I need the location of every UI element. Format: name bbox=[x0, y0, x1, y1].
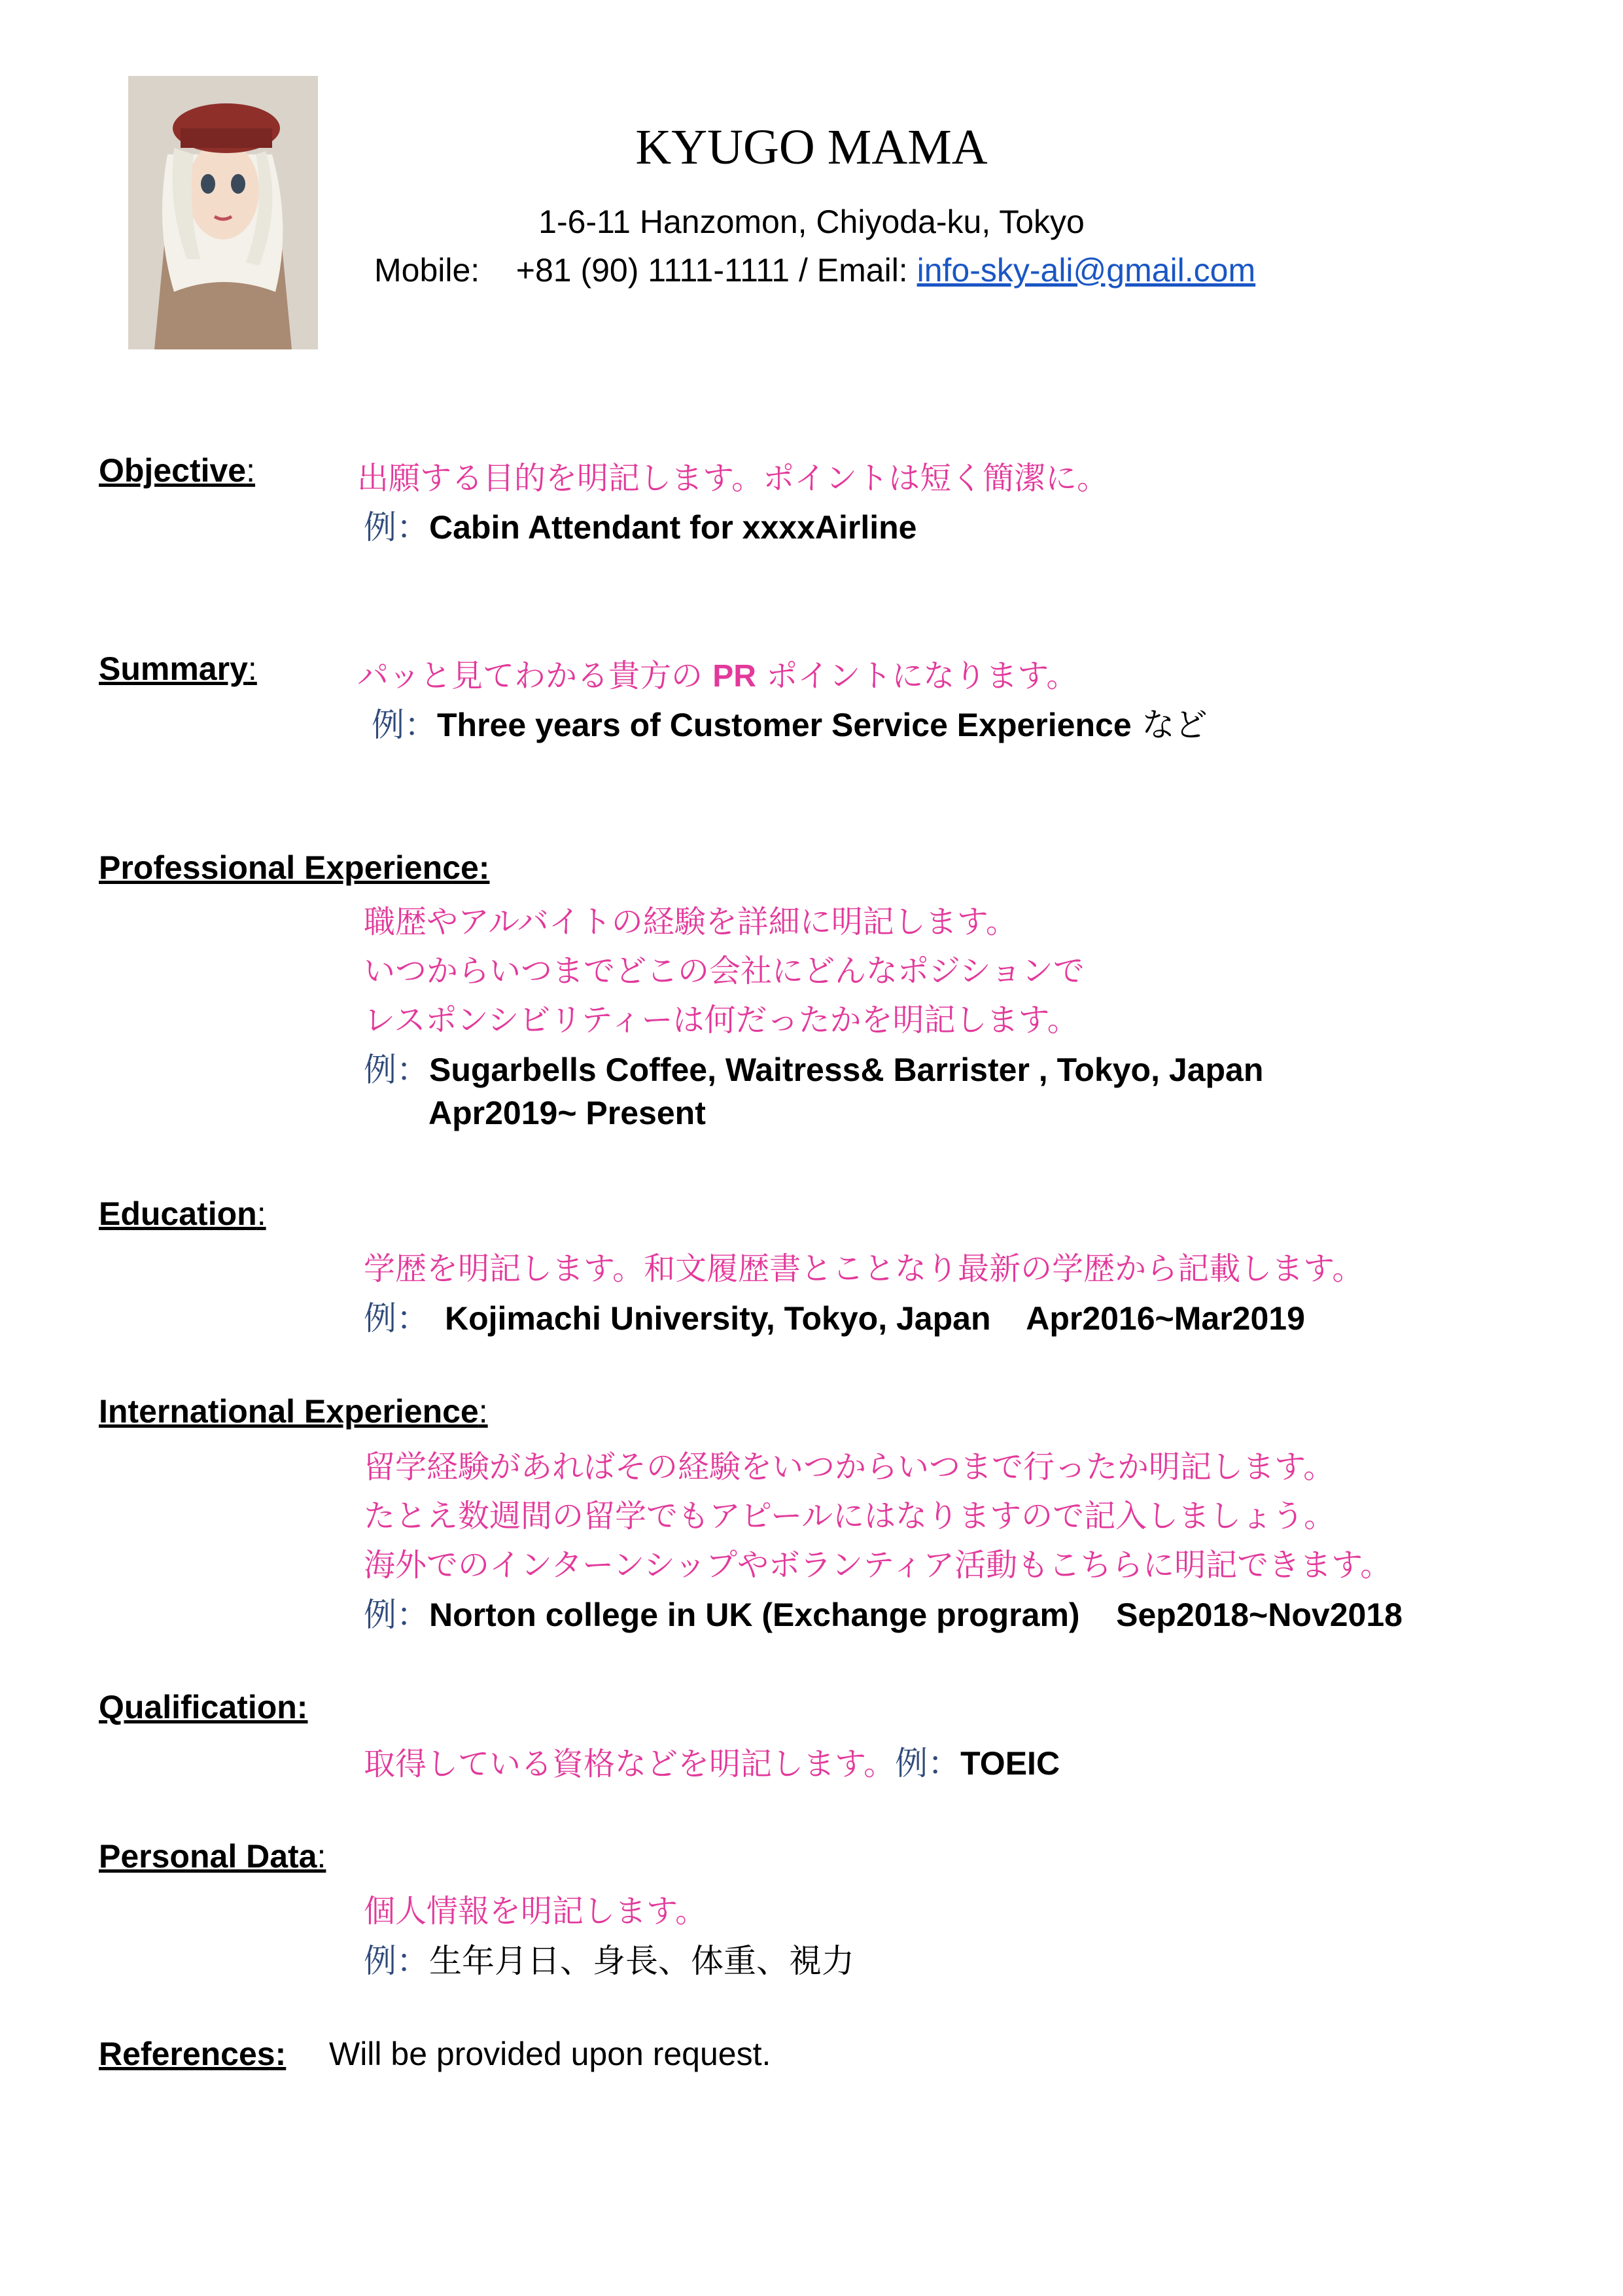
international-note-1: 留学経験があればその経験をいつからいつまで行ったか明記します。 bbox=[364, 1449, 1335, 1485]
summary-example bbox=[372, 699, 1208, 746]
qualification-heading: Qualification: bbox=[99, 1689, 308, 1725]
objective-example bbox=[364, 501, 916, 548]
summary-example-suffix: など bbox=[1131, 706, 1208, 744]
personal-label: Personal Data bbox=[99, 1838, 317, 1875]
international-heading bbox=[99, 1392, 488, 1430]
objective-colon: : bbox=[246, 452, 256, 489]
professional-example-dates bbox=[428, 1094, 706, 1132]
objective-note: 出願する目的を明記します。ポイントは短く簡潔に。 bbox=[357, 460, 1109, 497]
contact-line bbox=[374, 251, 1255, 289]
email-link[interactable]: info-sky-ali@gmail.com bbox=[916, 252, 1256, 289]
summary-example-text: Three years of Customer Service Experience bbox=[437, 707, 1132, 743]
personal-colon: : bbox=[317, 1838, 326, 1875]
personal-example bbox=[364, 1935, 854, 1982]
summary-note-b: PR bbox=[712, 659, 756, 694]
education-note: 学歴を明記します。和文履歴書とことなり最新の学歴から記載します。 bbox=[364, 1250, 1364, 1287]
personal-heading bbox=[99, 1837, 326, 1875]
education-example-text: Kojimachi University, Tokyo, Japan Apr2016~Mar2019 bbox=[445, 1300, 1305, 1337]
summary-colon: : bbox=[247, 650, 257, 687]
summary-example-prefix: 例： bbox=[372, 706, 437, 744]
professional-example-line2: Apr2019~ Present bbox=[428, 1095, 706, 1131]
professional-note-3: レスポンシビリティーは何だったかを明記します。 bbox=[364, 1002, 1079, 1038]
professional-note-1: 職歴やアルバイトの経験を詳細に明記します。 bbox=[364, 904, 1017, 940]
international-colon: : bbox=[478, 1393, 488, 1430]
professional-example-line1: Sugarbells Coffee, Waitress& Barrister , Tokyo, Japan bbox=[429, 1051, 1264, 1088]
professional-note-2: いつからいつまでどこの会社にどんなポジションで bbox=[364, 953, 1085, 989]
qualification-note: 取得している資格などを明記します。 bbox=[364, 1746, 896, 1782]
education-label: Education bbox=[99, 1195, 257, 1232]
international-example-prefix: 例： bbox=[364, 1596, 429, 1634]
education-colon: : bbox=[256, 1195, 266, 1232]
qualification-line bbox=[364, 1737, 1060, 1784]
professional-example bbox=[364, 1044, 1263, 1091]
personal-note: 個人情報を明記します。 bbox=[364, 1893, 707, 1930]
personal-example-prefix: 例： bbox=[364, 1942, 429, 1980]
international-note-2: たとえ数週間の留学でもアピールにはなりますので記入しましょう。 bbox=[364, 1498, 1336, 1534]
international-example bbox=[364, 1589, 1403, 1636]
objective-example-text: Cabin Attendant for xxxxAirline bbox=[429, 509, 917, 546]
applicant-name: KYUGO MAMA bbox=[635, 120, 988, 175]
education-example bbox=[364, 1292, 1305, 1339]
summary-note-c: ポイントになります。 bbox=[756, 658, 1078, 694]
international-example-text: Norton college in UK (Exchange program) Sep2018~Nov2018 bbox=[429, 1597, 1403, 1633]
references-text: Will be provided upon request. bbox=[329, 2036, 771, 2072]
summary-note-a: パッと見てわかる貴方の bbox=[357, 658, 713, 694]
education-heading bbox=[99, 1195, 266, 1233]
professional-heading: Professional Experience: bbox=[99, 849, 490, 886]
education-example-prefix: 例： bbox=[364, 1299, 429, 1337]
international-label: International Experience bbox=[99, 1393, 479, 1430]
summary-note bbox=[357, 650, 1077, 696]
objective-heading bbox=[99, 451, 255, 489]
references-heading: References: bbox=[99, 2036, 287, 2072]
objective-example-prefix: 例： bbox=[364, 508, 429, 546]
qualification-example-prefix: 例： bbox=[895, 1744, 961, 1782]
international-note-3: 海外でのインターンシップやボランティア活動もこちらに明記できます。 bbox=[364, 1547, 1392, 1583]
qualification-example-text: TOEIC bbox=[960, 1745, 1060, 1782]
summary-label: Summary bbox=[99, 650, 248, 687]
objective-label: Objective bbox=[99, 452, 247, 489]
contact-prefix: Mobile: +81 (90) 1111-1111 / Email: bbox=[374, 252, 917, 289]
personal-example-text: 生年月日、身長、体重、視力 bbox=[429, 1942, 854, 1980]
applicant-address: 1-6-11 Hanzomon, Chiyoda-ku, Tokyo bbox=[538, 203, 1085, 240]
summary-heading bbox=[99, 650, 257, 688]
professional-example-prefix: 例： bbox=[364, 1051, 429, 1089]
